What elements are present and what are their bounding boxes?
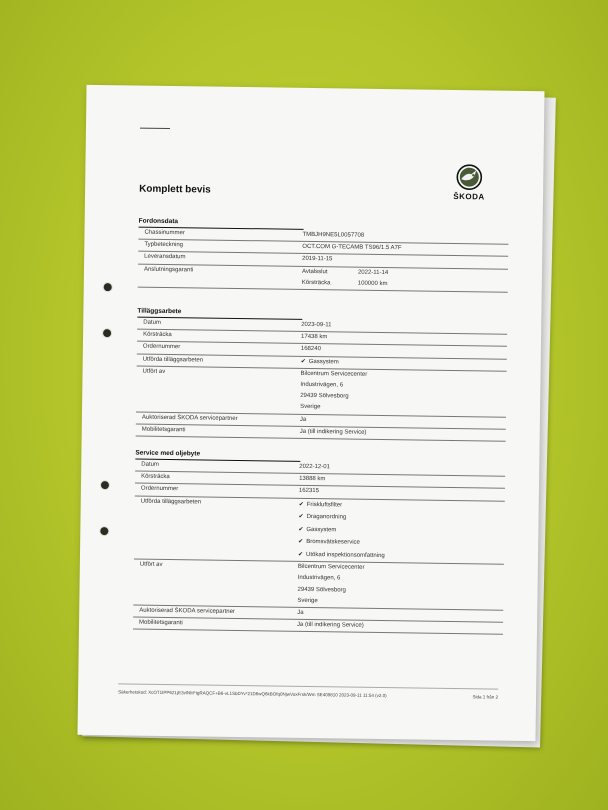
value: Ja (till indikering Service) (299, 428, 367, 436)
punch-hole (103, 329, 111, 337)
label: Anslutningsgaranti (143, 266, 194, 273)
address-line: Industrivägen, 6 (297, 575, 341, 582)
page-footer (118, 689, 498, 699)
label: Datum (141, 461, 159, 468)
value: 2019-11-15 (302, 256, 333, 263)
label: Leveransdatum (144, 254, 186, 261)
label: Körsträcka (143, 331, 172, 339)
value: 168240 (300, 346, 321, 353)
section-fordonsdata (138, 218, 509, 293)
document-title: Komplett bevis (139, 183, 211, 196)
security-code: Säkerhetskod: XcOT1IPP6ZLjE3vlNM*tgRAQCF+B6-vL1SbDYv*21D6wQ6kBOfq0NjwVoxFrsk/Wm SE409810 2023-09-11 11:54 (v2.0) (118, 689, 387, 699)
row-utfort-av (136, 366, 507, 417)
checked-item: ✔ Utökad inspektionsomfattning (298, 548, 504, 563)
skoda-logo (439, 164, 500, 202)
checked-item: ✔ Gassystem (301, 356, 507, 370)
section-heading: Tilläggsarbete (137, 308, 302, 320)
value: Ja (299, 416, 307, 423)
checked-item: ✔ Draganordning (298, 511, 504, 526)
value-list (298, 498, 505, 563)
row-utfort-av (133, 560, 504, 611)
label-empty (138, 275, 302, 288)
value: 17438 km (301, 334, 328, 341)
checked-item: ✔ Friskluftsfilter (299, 498, 505, 513)
address-line: Bilcentrum Servicecenter (297, 563, 365, 571)
value: 2023-09-11 (301, 321, 332, 329)
address-line: 29439 Sölvesborg (300, 393, 349, 400)
section-tillaggsarbete (136, 308, 508, 442)
label: Ordernummer (140, 486, 179, 493)
value: OCT.COM G-TECAMB TS96/1.5 A7F (302, 244, 402, 252)
brand-name: ŠKODA (453, 191, 485, 202)
label: Utfört av (142, 368, 166, 375)
label: Auktoriserad ŠKODA servicepartner (141, 414, 238, 422)
checked-item: ✔ Gassystem (298, 523, 504, 538)
checked-item: ✔ Bromsvätskeservice (298, 536, 504, 551)
label: Mobilitetsgaranti (141, 426, 186, 434)
value: TMBJH9NE5L0057708 (302, 231, 365, 239)
value: 162315 (298, 488, 319, 495)
value: 2022-12-01 (299, 463, 330, 471)
label: Ordernummer (142, 344, 181, 351)
label: Körsträcka (141, 473, 170, 481)
document-page (77, 85, 544, 741)
punch-hole (101, 481, 109, 489)
section-heading: Fordonsdata (139, 218, 304, 230)
section-oljebyte (133, 450, 505, 635)
label: Utförda tilläggsarbeten (142, 356, 204, 364)
row-utforda (134, 496, 505, 565)
page-number: Sida 1 från 2 (472, 694, 499, 700)
value (302, 278, 508, 292)
address-line: Sverige (297, 597, 318, 604)
value-address (297, 562, 504, 610)
label: Datum (143, 319, 161, 326)
value: Ja (till indikering Service) (296, 621, 364, 629)
sub-label: Körsträcka (301, 279, 331, 287)
label: Auktoriserad ŠKODA servicepartner (139, 607, 235, 615)
label: Typbeteckning (144, 241, 184, 249)
label: Utförda tilläggsarbeten (140, 498, 202, 506)
label: Utfört av (139, 561, 163, 569)
sub-label: Avtalsslut (301, 268, 328, 275)
value-address (300, 369, 507, 417)
address-line: 29439 Sölvesborg (297, 586, 346, 594)
punch-hole (100, 527, 108, 535)
address-line: Sverige (300, 404, 321, 411)
punch-hole (104, 283, 112, 291)
top-dash (140, 128, 170, 129)
sub-value: 100000 km (357, 280, 388, 287)
value: 13888 km (299, 476, 326, 483)
value: Ja (297, 609, 304, 616)
address-line: Industrivägen, 6 (300, 381, 344, 389)
section-heading: Service med oljebyte (135, 450, 300, 462)
label: Chassinummer (144, 229, 185, 237)
label: Mobilitetsgaranti (139, 619, 183, 627)
address-line: Bilcentrum Servicecenter (300, 370, 368, 378)
sub-value: 2022-11-14 (357, 269, 389, 276)
footer-divider (118, 683, 498, 689)
skoda-emblem-icon (456, 164, 482, 190)
